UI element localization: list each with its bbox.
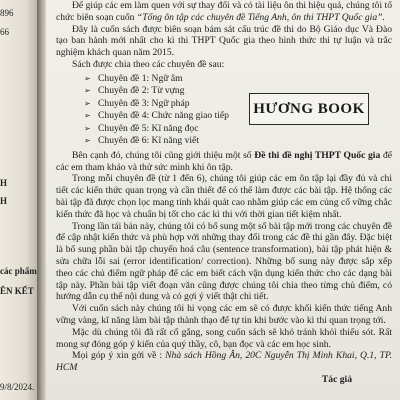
paragraph-feedback: Mặc dù chúng tôi đã rất cố gắng, song cuốn sách sẽ khó tránh khỏi thiếu sót. Rất mong sự đóng góp ý kiến của quý thầy, cô, bạn đọc và các em học sinh.: [56, 326, 392, 350]
topic-item: ➢ Chuyên đề 6: Kĩ năng viết: [84, 135, 392, 148]
paragraph-contact: Mọi góp ý xin gởi về : Nhà sách Hồng Ân, 20C Nguyễn Thị Minh Khai, Q.1, TP. HCM: [56, 350, 392, 374]
left-page-fragment: 896: [0, 8, 14, 18]
contact-address: Nhà sách Hồng Ân, 20C Nguyễn Thị Minh Khai, Q.1, TP. HCM: [56, 350, 392, 374]
sample-tests-title: Đề thi đề nghị THPT Quốc gia: [254, 149, 381, 161]
paragraph-hope: Với cuốn sách này chúng tôi hi vọng các em sẽ có được khối kiến thức tiếng Anh vững vàng, kĩ năng làm bài tập thành thạo để tự tin khi bước vào kì thi quan trọng tới.: [56, 303, 392, 326]
left-page-fragment: các phẩm: [0, 266, 37, 276]
publisher-stamp: HƯƠNG BOOK: [249, 93, 369, 125]
topic-item: ➢ Chuyên đề 5: Kĩ năng đọc: [84, 123, 392, 136]
left-page-fragment: H: [0, 178, 8, 188]
left-page-fragment: 66: [0, 27, 9, 37]
topic-item: ➢ Chuyên đề 1: Ngữ âm: [84, 73, 392, 86]
paragraph-reprint: Trong lần tái bản này, chúng tôi có bổ sung một số bài tập mới trong các chuyên đề để cập nhật kiến thức và phù hợp với những thay đổi trong các đề thi gần đây. Đặc biệt là bổ sung phần bài tập chuyển hoá câu (sentence transformation), bài tập phát hiện & sửa chữa lỗi sai (error identification/ correction). Những bổ sung này được sắp xếp theo các chủ điểm ngữ pháp để các em biết cách vận dụng kiến thức cho các dạng bài tập này. Phần bài tập viết đoạn văn cũng được chúng tôi chia theo từng chủ điểm, có hướng dẫn cụ thể nội dung và có gợi ý viết thật chi tiết.: [56, 220, 392, 303]
left-page-fragment: 9/8/2024.: [0, 382, 35, 392]
left-page-fragment: H: [0, 196, 8, 206]
preface-text: [56, 0, 392, 386]
topic-item: ➢ Chuyên đề 4: Chức năng giao tiếp: [84, 110, 392, 123]
book-title: “Tổng ôn tập các chuyên đề Tiếng Anh, ôn thi THPT Quốc gia”.: [136, 11, 385, 23]
book-gutter: [37, 0, 46, 400]
paragraph-sample-tests: Bên cạnh đó, chúng tôi cũng giới thiệu một số Đề thi đề nghị THPT Quốc gia để các em tham khảo và thử sức mình khi ôn tập.: [56, 149, 393, 173]
topic-item: ➢ Chuyên đề 2: Từ vựng: [84, 85, 392, 98]
paragraph-topics-intro: Sách được chia theo các chuyên đề sau:: [72, 58, 225, 70]
left-page: [0, 0, 37, 400]
paragraph-topics-detail: Trong mỗi chuyên đề (từ 1 đến 6), chúng tôi giúp các em ôn tập lại đầy đủ và chi tiết các kiến thức quan trọng và cần thiết để có thể làm được các bài tập. Hệ thống các bài tập đã được chọn lọc mang tính khái quát cao nhằm giúp các em củng cố vững chắc kiến thức đã học và chuẩn bị tốt cho các kì thi với thời gian tiết kiệm nhất.: [56, 173, 392, 220]
paragraph-intro: Để giúp các em làm quen với sự thay đổi và có tài liệu ôn thi hiệu quả, chúng tôi tổ chức biên soạn cuốn “Tổng ôn tập các chuyên đề Tiếng Anh, ôn thi THPT Quốc gia”.: [56, 0, 392, 23]
right-page: [46, 0, 400, 400]
left-page-fragment: ÊN KẾT: [0, 286, 34, 296]
paragraph-structure: Đây là cuốn sách được biên soạn bám sát cấu trúc đề thi do Bộ Giáo dục Và Đào tạo ban hành mới nhất cho kì thi THPT Quốc gia theo hình thức thi tự luận và trắc nghiệm khách quan năm 2015.: [56, 23, 392, 59]
author-signature: Tác giả: [321, 373, 352, 385]
topic-item: ➢ Chuyên đề 3: Ngữ pháp: [84, 98, 392, 111]
signature-row: [56, 374, 392, 386]
